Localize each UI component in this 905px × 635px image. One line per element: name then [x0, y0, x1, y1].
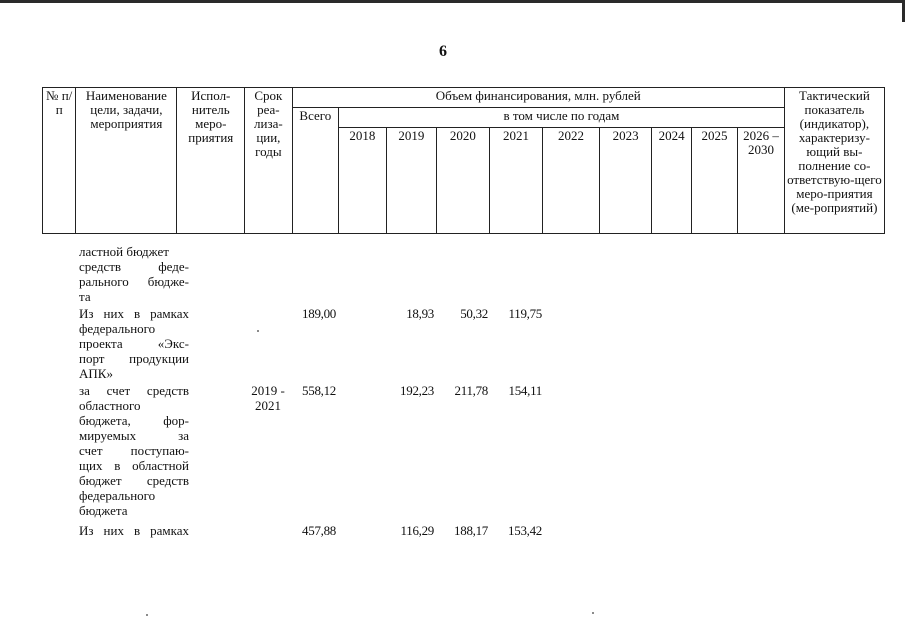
header-col-indicator: Тактический показатель (индикатор), характеризу-ющий вы-полнение со-ответствую-щего меро-приятия (ме-роприятий): [784, 88, 884, 234]
header-year-2021: 2021: [489, 128, 543, 234]
row-0-name: [79, 244, 189, 304]
header-year-2020: 2020: [437, 128, 490, 234]
header-year-2022: 2022: [543, 128, 600, 234]
scan-speck: [592, 612, 594, 614]
row-2-name-line: мируемых за: [79, 428, 189, 443]
row-3-name-line: Из них в рамках: [79, 523, 189, 538]
header-col-by-years: в том числе по годам: [339, 108, 785, 128]
header-col-name: Наименование цели, задачи, мероприятия: [76, 88, 177, 234]
row-0-name-line: средств феде-: [79, 259, 189, 274]
header-year-2024: 2024: [652, 128, 691, 234]
row-2-name-line: счет поступаю-: [79, 443, 189, 458]
header-col-funding: Объем финансирования, млн. рублей: [292, 88, 784, 108]
row-1-2019: 18,93: [406, 306, 434, 321]
row-2-period: 2019 - 2021: [251, 383, 285, 413]
row-2-2019: 192,23: [400, 383, 434, 398]
row-2-2020: 211,78: [454, 383, 488, 398]
row-2-name-line: бюджета, фор-: [79, 413, 189, 428]
row-1-total: 189,00: [302, 306, 336, 321]
scan-speck: [257, 330, 259, 332]
scan-edge: [0, 0, 905, 3]
header-year-2026-2030: 2026 – 2030: [738, 128, 785, 234]
row-0-name-line: рального бюдже-: [79, 274, 189, 289]
row-2-name-line: областного: [79, 398, 141, 413]
row-3-2019: 116,29: [400, 523, 434, 538]
row-2-name-line: за счет средств: [79, 383, 189, 398]
row-1-2021: 119,75: [508, 306, 542, 321]
row-2-total: 558,12: [302, 383, 336, 398]
header-col-period: Срок реа-лиза-ции, годы: [245, 88, 293, 234]
row-2-name-line: федерального: [79, 488, 156, 503]
row-2-name-line: бюджета: [79, 503, 128, 518]
header-year-2023: 2023: [599, 128, 652, 234]
header-table: [42, 87, 885, 234]
row-1-name-line: АПК»: [79, 366, 113, 381]
row-2-name-line: щих в областной: [79, 458, 189, 473]
row-3-name: [79, 523, 189, 538]
header-col-num: № п/п: [43, 88, 76, 234]
row-3-2020: 188,17: [454, 523, 488, 538]
header-year-2025: 2025: [691, 128, 737, 234]
row-1-name-line: Из них в рамках: [79, 306, 189, 321]
header-col-total: Всего: [292, 108, 338, 234]
header-year-2019: 2019: [386, 128, 437, 234]
row-3-total: 457,88: [302, 523, 336, 538]
row-2-name: [79, 383, 189, 518]
row-2-name-line: бюджет средств: [79, 473, 189, 488]
row-2-2021: 154,11: [508, 383, 542, 398]
row-1-name-line: федерального: [79, 321, 156, 336]
scan-speck: [146, 614, 148, 616]
header-year-2018: 2018: [339, 128, 387, 234]
page-number: 6: [439, 43, 447, 60]
row-1-2020: 50,32: [460, 306, 488, 321]
row-0-name-line: ластной бюджет: [79, 244, 169, 259]
row-1-name-line: проекта «Экс-: [79, 336, 189, 351]
row-3-2021: 153,42: [508, 523, 542, 538]
row-1-name-line: порт продукции: [79, 351, 189, 366]
row-0-name-line: та: [79, 289, 91, 304]
header-col-executor: Испол-нитель меро-приятия: [177, 88, 245, 234]
row-1-name: [79, 306, 189, 381]
